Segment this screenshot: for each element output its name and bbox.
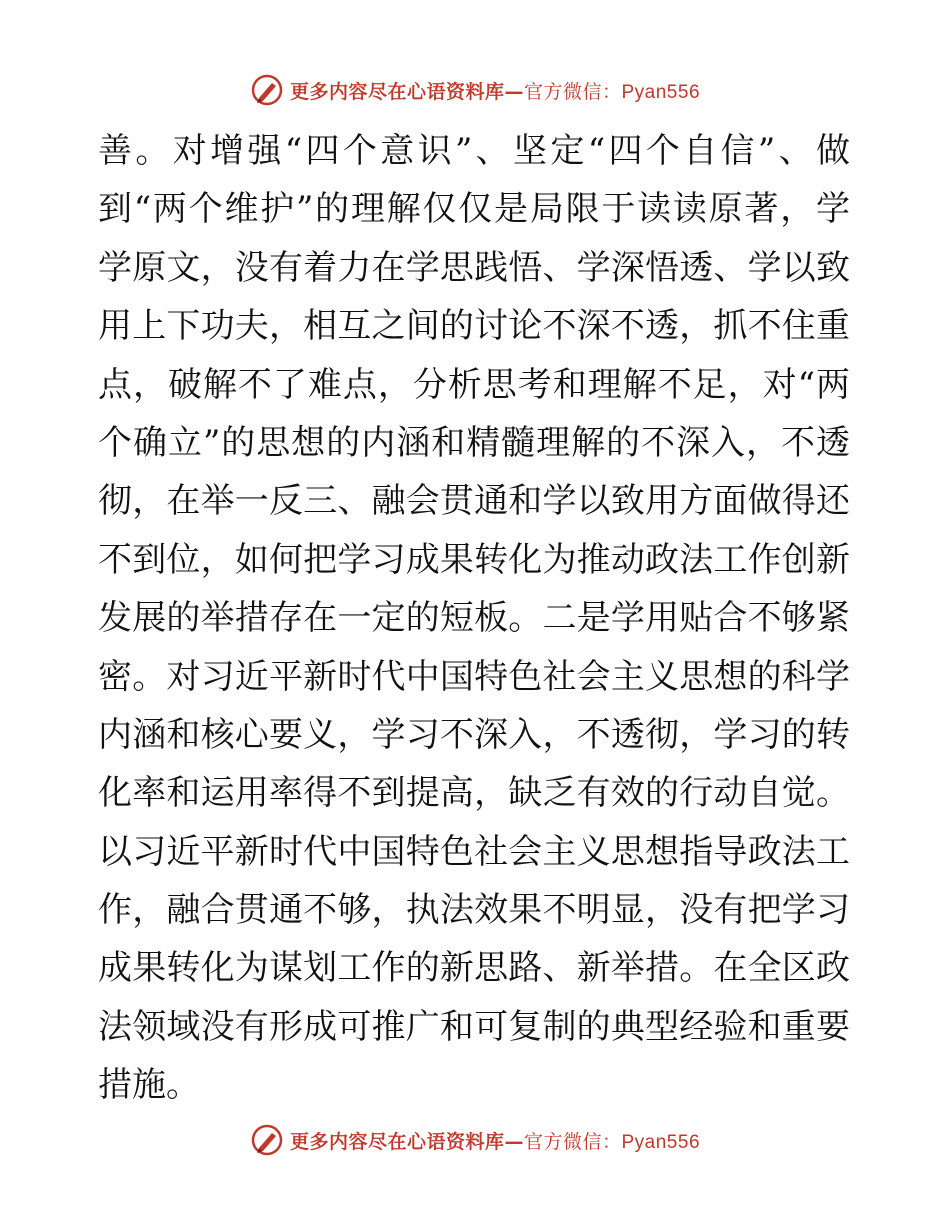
header-wechat-label: 官方微信： — [523, 80, 622, 103]
header-separator: — — [504, 80, 524, 103]
footer-banner-text — [290, 1127, 700, 1154]
body-line: 法领域没有形成可推广和可复制的典型经验和重要 — [98, 1006, 850, 1047]
body-line: 不到位，如何把学习成果转化为推动政法工作创新 — [98, 539, 850, 580]
body-line: 到“两个维护”的理解仅仅是局限于读读原著，学 — [98, 189, 850, 230]
body-line: 以习近平新时代中国特色社会主义思想指导政法工 — [98, 831, 850, 872]
header-banner-text — [290, 77, 700, 104]
pen-circle-logo-icon — [250, 73, 284, 107]
footer-site-name: 更多内容尽在心语资料库 — [289, 1130, 505, 1153]
body-line: 点，破解不了难点，分析思考和理解不足，对“两 — [98, 364, 850, 405]
body-line: 用上下功夫，相互之间的讨论不深不透，抓不住重 — [98, 306, 850, 347]
body-line: 化率和运用率得不到提高，缺乏有效的行动自觉。 — [98, 773, 850, 814]
footer-wechat-label: 官方微信： — [523, 1130, 622, 1153]
pen-circle-logo-icon — [250, 1123, 284, 1157]
footer-banner — [0, 1120, 950, 1160]
body-line: 密。对习近平新时代中国特色社会主义思想的科学 — [98, 656, 850, 697]
header-wechat-id: Pyan556 — [621, 81, 701, 103]
footer-separator: — — [504, 1130, 524, 1153]
footer-wechat-id: Pyan556 — [621, 1131, 701, 1153]
body-line: 措施。 — [98, 1065, 200, 1106]
document-body — [98, 122, 850, 1115]
body-line: 彻，在举一反三、融会贯通和学以致用方面做得还 — [98, 481, 850, 522]
body-line: 作，融合贯通不够，执法效果不明显，没有把学习 — [98, 890, 850, 931]
header-site-name: 更多内容尽在心语资料库 — [289, 80, 505, 103]
body-line: 内涵和核心要义，学习不深入，不透彻，学习的转 — [98, 714, 850, 755]
body-line: 善。对增强“四个意识”、坚定“四个自信”、做 — [98, 131, 850, 171]
body-line: 个确立”的思想的内涵和精髓理解的不深入，不透 — [98, 422, 850, 463]
body-line: 发展的举措存在一定的短板。二是学用贴合不够紧 — [98, 598, 850, 639]
header-banner — [0, 70, 950, 110]
body-line: 学原文，没有着力在学思践悟、学深悟透、学以致 — [98, 247, 850, 288]
body-line: 成果转化为谋划工作的新思路、新举措。在全区政 — [98, 948, 850, 989]
